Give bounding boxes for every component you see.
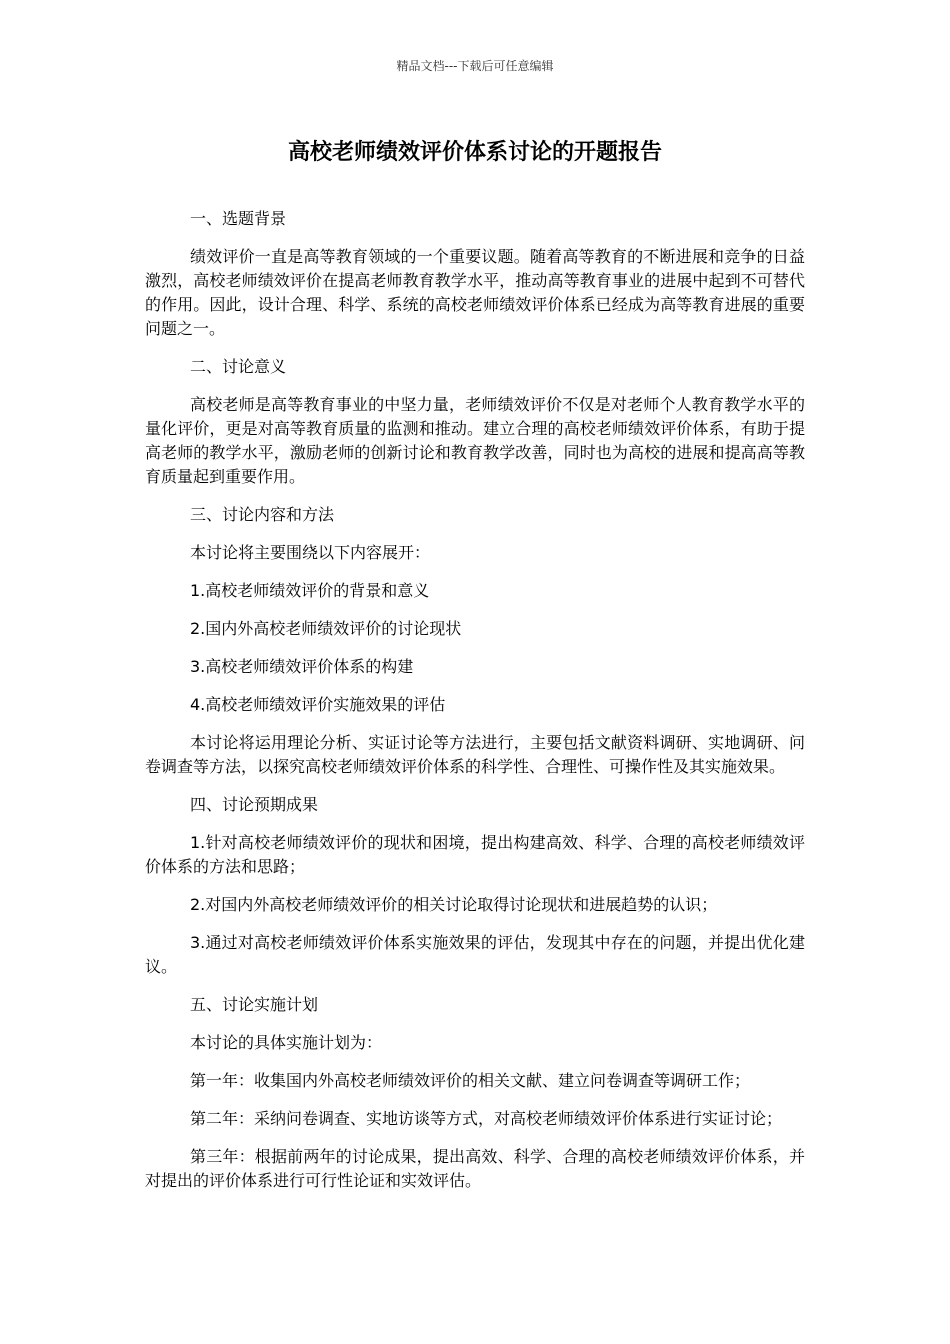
plan-year-3: 第三年：根据前两年的讨论成果，提出高效、科学、合理的高校老师绩效评价体系，并对提出的评价体系进行可行性论证和实效评估。: [145, 1147, 805, 1190]
header-note: 精品文档---下载后可任意编辑: [396, 59, 554, 73]
section-heading-background: 一、选题背景: [190, 209, 287, 228]
section-heading-plan: 五、讨论实施计划: [190, 995, 319, 1014]
section-heading-significance: 二、讨论意义: [190, 357, 287, 376]
document-title: 高校老师绩效评价体系讨论的开题报告: [287, 140, 662, 165]
plan-year-1: 第一年：收集国内外高校老师绩效评价的相关文献、建立问卷调查等调研工作；: [190, 1071, 751, 1090]
content-item-3: 3.高校老师绩效评价体系的构建: [190, 657, 414, 676]
content-item-1: 1.高校老师绩效评价的背景和意义: [190, 581, 430, 600]
section-heading-content-methods: 三、讨论内容和方法: [190, 505, 335, 524]
document-body: [145, 207, 805, 1207]
result-item-3: 3.通过对高校老师绩效评价体系实施效果的评估，发现其中存在的问题，并提出优化建议。: [145, 933, 805, 976]
paragraph-content-intro: 本讨论将主要围绕以下内容展开：: [190, 543, 431, 562]
content-item-4: 4.高校老师绩效评价实施效果的评估: [190, 695, 446, 714]
paragraph-methods: 本讨论将运用理论分析、实证讨论等方法进行，主要包括文献资料调研、实地调研、问卷调查等方法，以探究高校老师绩效评价体系的科学性、合理性、可操作性及其实施效果。: [145, 733, 805, 776]
plan-year-2: 第二年：采纳问卷调查、实地访谈等方式，对高校老师绩效评价体系进行实证讨论；: [190, 1109, 783, 1128]
content-item-2: 2.国内外高校老师绩效评价的讨论现状: [190, 619, 462, 638]
result-item-1: 1.针对高校老师绩效评价的现状和困境，提出构建高效、科学、合理的高校老师绩效评价体系的方法和思路；: [145, 833, 805, 876]
paragraph-plan-intro: 本讨论的具体实施计划为：: [190, 1033, 383, 1052]
result-item-2: 2.对国内外高校老师绩效评价的相关讨论取得讨论现状和进展趋势的认识；: [190, 895, 718, 914]
section-heading-expected-results: 四、讨论预期成果: [190, 795, 319, 814]
paragraph-background: 绩效评价一直是高等教育领域的一个重要议题。随着高等教育的不断进展和竞争的日益激烈，高校老师绩效评价在提高老师教育教学水平，推动高等教育事业的进展中起到不可替代的作用。因此，设计合理、科学、系统的高校老师绩效评价体系已经成为高等教育进展的重要问题之一。: [145, 247, 805, 338]
paragraph-significance: 高校老师是高等教育事业的中坚力量，老师绩效评价不仅是对老师个人教育教学水平的量化评价，更是对高等教育质量的监测和推动。建立合理的高校老师绩效评价体系，有助于提高老师的教学水平，激励老师的创新讨论和教育教学改善，同时也为高校的进展和提高高等教育质量起到重要作用。: [145, 395, 805, 486]
